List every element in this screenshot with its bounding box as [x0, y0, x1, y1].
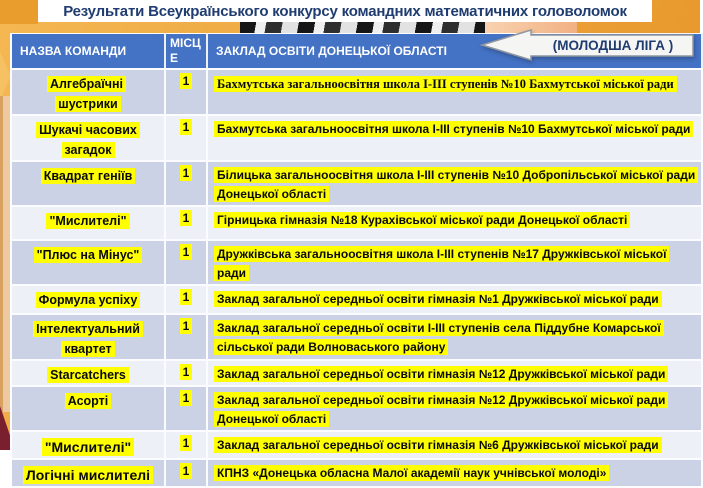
team-name-highlight: "Мислителі": [42, 438, 134, 456]
institution-highlight: Бахмутська загальноосвітня школа І-ІІІ ступенів №10 Бахмутської міської ради: [214, 76, 677, 92]
table-row: [12, 206, 702, 240]
table-row: [12, 386, 702, 431]
table-row: [12, 240, 702, 285]
place-highlight: 1: [180, 165, 193, 181]
institution-highlight: Заклад загальної середньої освіти гімназія №12 Дружківської міської ради Донецької області: [214, 392, 668, 427]
team-name-cell: [12, 459, 165, 487]
place-highlight: 1: [180, 364, 193, 380]
place-cell: [165, 206, 207, 240]
table-row: [12, 459, 702, 487]
table-row: [12, 161, 702, 206]
institution-highlight: Заклад загальної середньої освіти гімназія №1 Дружківської міської ради: [214, 291, 662, 307]
place-highlight: 1: [180, 318, 193, 334]
institution-cell: [207, 360, 702, 386]
institution-highlight: Заклад загальної середньої освіти гімназія №6 Дружківської міської ради: [214, 437, 662, 453]
place-cell: [165, 314, 207, 360]
place-cell: [165, 240, 207, 285]
left-accent-strip: [0, 96, 10, 412]
background-facet: [0, 0, 38, 24]
place-highlight: 1: [180, 119, 193, 135]
team-name-cell: [12, 314, 165, 360]
team-name-cell: [12, 360, 165, 386]
place-cell: [165, 360, 207, 386]
photo-collage-strip: [240, 22, 485, 33]
table-row: [12, 431, 702, 459]
place-highlight: 1: [180, 289, 193, 305]
team-name-highlight: Інтелектуальний квартет: [33, 321, 143, 357]
institution-cell: [207, 459, 702, 487]
institution-cell: [207, 314, 702, 360]
team-name-cell: [12, 285, 165, 314]
place-cell: [165, 285, 207, 314]
institution-cell: [207, 69, 702, 115]
institution-cell: [207, 285, 702, 314]
team-name-cell: [12, 161, 165, 206]
place-cell: [165, 459, 207, 487]
results-table-container: [10, 33, 700, 484]
institution-cell: [207, 240, 702, 285]
team-name-cell: [12, 115, 165, 161]
team-name-highlight: Асорті: [65, 393, 112, 409]
team-name-highlight: "Плюс на Мінус": [34, 247, 143, 263]
place-cell: [165, 161, 207, 206]
team-name-highlight: Логічні мислителі: [23, 466, 153, 484]
results-table-body: [12, 69, 702, 487]
institution-highlight: Білицька загальноосвітня школа І-ІІІ ступенів №10 Добропільської міської ради Донецької області: [214, 167, 698, 202]
team-name-highlight: Формула успіху: [36, 292, 141, 308]
column-header-institution: ЗАКЛАД ОСВІТИ ДОНЕЦЬКОЇ ОБЛАСТІ: [207, 34, 702, 70]
team-name-cell: [12, 240, 165, 285]
institution-cell: [207, 115, 702, 161]
results-table: [12, 33, 703, 488]
page-title: Результати Всеукраїнського конкурсу командних математичних головоломок: [63, 2, 627, 20]
institution-highlight: Гірницька гімназія №18 Курахівської міської ради Донецької області: [214, 212, 630, 228]
team-name-highlight: Шукачі часових загадок: [36, 122, 140, 158]
team-name-cell: [12, 386, 165, 431]
place-highlight: 1: [180, 244, 193, 260]
table-row: [12, 115, 702, 161]
place-highlight: 1: [180, 73, 193, 89]
institution-cell: [207, 386, 702, 431]
team-name-highlight: Алгебраїчні шустрики: [47, 76, 126, 112]
team-name-highlight: Квадрат геніїв: [41, 168, 136, 184]
team-name-cell: [12, 431, 165, 459]
institution-cell: [207, 161, 702, 206]
junior-league-badge: [479, 28, 697, 62]
column-header-team-name: НАЗВА КОМАНДИ: [12, 34, 165, 70]
junior-league-badge-label: (МОЛОДША ЛІГА ): [552, 38, 674, 53]
place-highlight: 1: [180, 435, 193, 451]
institution-highlight: Бахмутська загальноосвітня школа І-ІІІ ступенів №10 Бахмутської міської ради: [214, 121, 693, 137]
place-cell: [165, 115, 207, 161]
institution-highlight: Заклад загальної середньої освіти гімназія №12 Дружківської міської ради: [214, 366, 668, 382]
team-name-highlight: Starcatchers: [47, 367, 129, 383]
team-name-cell: [12, 69, 165, 115]
table-row: [12, 285, 702, 314]
institution-highlight: Заклад загальної середньої освіти І-ІІІ ступенів села Піддубне Комарської сільської ради Волноваського району: [214, 320, 664, 355]
table-row: [12, 69, 702, 115]
place-cell: [165, 386, 207, 431]
place-highlight: 1: [180, 390, 193, 406]
team-name-cell: [12, 206, 165, 240]
institution-highlight: КПНЗ «Донецька обласна Малої академії наук учнівської молоді»: [214, 465, 609, 481]
place-highlight: 1: [180, 463, 193, 479]
place-cell: [165, 69, 207, 115]
team-name-highlight: "Мислителі": [46, 213, 129, 229]
column-header-place: МІСЦЕ: [165, 34, 207, 70]
institution-highlight: Дружківська загальноосвітня школа І-ІІІ ступенів №17 Дружківської міської ради: [214, 246, 669, 281]
institution-cell: [207, 206, 702, 240]
table-row: [12, 360, 702, 386]
institution-cell: [207, 431, 702, 459]
place-highlight: 1: [180, 210, 193, 226]
place-cell: [165, 431, 207, 459]
table-row: [12, 314, 702, 360]
title-bar: [38, 0, 652, 22]
